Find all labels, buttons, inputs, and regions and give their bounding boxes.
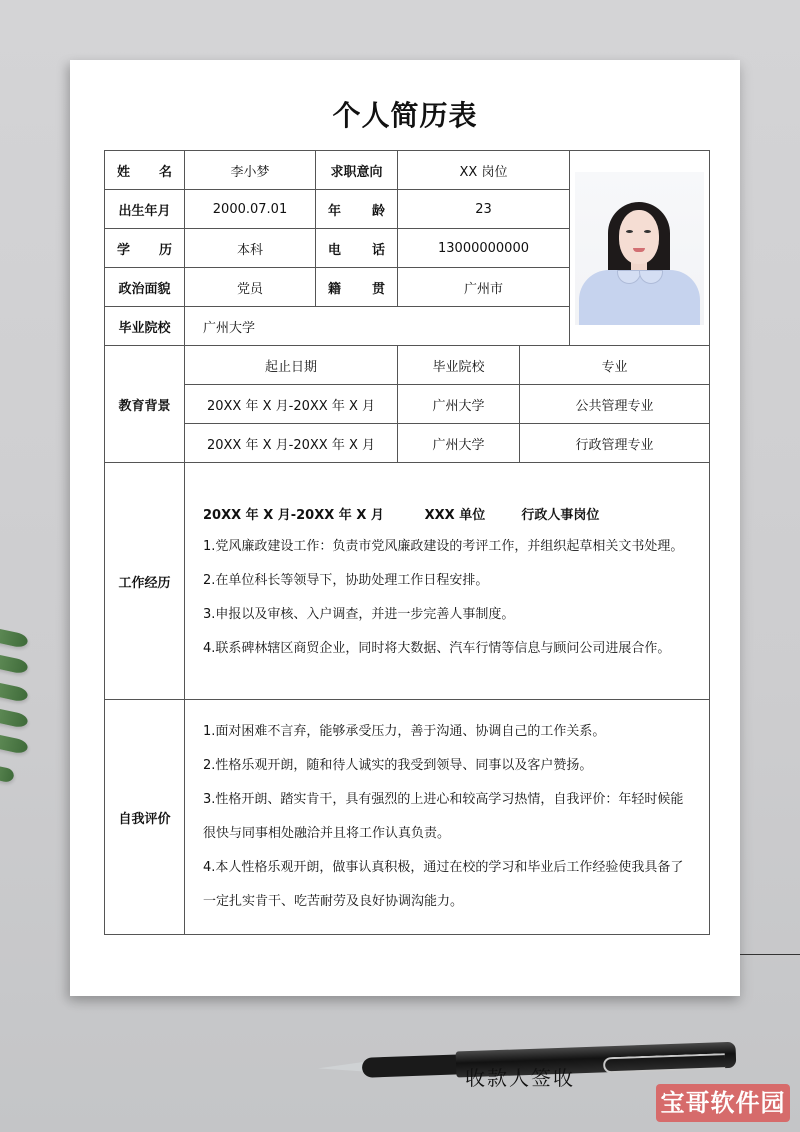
self-eval-row: [105, 700, 710, 935]
self-eval-line: 2.性格乐观开朗，随和待人诚实的我受到领导、同事以及客户赞扬。: [203, 758, 593, 773]
self-eval-content: [185, 700, 710, 935]
resume-paper: [70, 60, 740, 996]
self-eval-line: 4.本人性格乐观开朗，做事认真积极，通过在校的学习和毕业后工作经验使我具备了: [203, 860, 684, 875]
edu-dates: 20XX 年 X 月-20XX 年 X 月: [185, 385, 398, 424]
name-value: 李小梦: [185, 151, 316, 190]
edu-row: [105, 385, 710, 424]
photo-cell: [570, 151, 710, 346]
intent-value: XX 岗位: [398, 151, 570, 190]
political-label: 政治面貌: [105, 268, 185, 307]
school-value: 广州大学: [185, 307, 570, 346]
pen-overlay-text: 收款人签收: [465, 1066, 575, 1090]
pen-clip: [603, 1053, 725, 1073]
work-item: 3.申报以及审核、入户调查，并进一步完善人事制度。: [203, 606, 515, 622]
self-eval-label: 自我评价: [105, 700, 185, 935]
hometown-value: 广州市: [398, 268, 570, 307]
edu-label: 学 历: [105, 229, 185, 268]
work-item: 4.联系碑林辖区商贸企业，同时将大数据、汽车行情等信息与顾问公司进展合作。: [203, 640, 671, 656]
edu-header-school: 毕业院校: [398, 346, 520, 385]
pen-nib: [318, 1062, 366, 1074]
political-value: 党员: [185, 268, 316, 307]
edu-school: 广州大学: [398, 385, 520, 424]
self-eval-line: 一定扎实肯干、吃苦耐劳及良好协调沟能力。: [203, 894, 464, 909]
page-title: 个人简历表: [332, 99, 478, 132]
edu-dates: 20XX 年 X 月-20XX 年 X 月: [185, 424, 398, 463]
edu-header-major: 专业: [520, 346, 710, 385]
pen-grip: [362, 1054, 463, 1077]
self-eval-line: 1.面对困难不言弃，能够承受压力，善于沟通、协调自己的工作关系。: [203, 724, 606, 739]
hometown-label: 籍 贯: [316, 268, 398, 307]
name-label: 姓 名: [105, 151, 185, 190]
edu-value: 本科: [185, 229, 316, 268]
intent-label: 求职意向: [316, 151, 398, 190]
resume-table: [104, 150, 710, 935]
watermark-badge: 宝哥软件园: [656, 1084, 790, 1122]
work-content: [185, 463, 710, 700]
work-label: 工作经历: [105, 463, 185, 700]
phone-value: 13000000000: [398, 229, 570, 268]
school-label: 毕业院校: [105, 307, 185, 346]
edu-major: 公共管理专业: [520, 385, 710, 424]
edu-row: [105, 424, 710, 463]
age-value: 23: [398, 190, 570, 229]
work-item: 2.在单位科长等领导下，协助处理工作日程安排。: [203, 572, 489, 588]
work-header: 20XX 年 X 月-20XX 年 X 月 XXX 单位 行政人事岗位: [203, 507, 600, 523]
row-name: [105, 151, 710, 190]
edu-major: 行政管理专业: [520, 424, 710, 463]
edu-school: 广州大学: [398, 424, 520, 463]
work-item: 1.党风廉政建设工作：负责市党风廉政建设的考评工作，并组织起草相关文书处理。: [203, 538, 684, 554]
portrait-photo: [575, 172, 704, 325]
self-eval-line: 很快与同事相处融洽并且将工作认真负责。: [203, 826, 451, 841]
age-label: 年 龄: [316, 190, 398, 229]
plant-decoration: [0, 610, 40, 810]
work-row: [105, 463, 710, 700]
education-label: 教育背景: [105, 346, 185, 463]
phone-label: 电 话: [316, 229, 398, 268]
birth-value: 2000.07.01: [185, 190, 316, 229]
edu-header-row: [105, 346, 710, 385]
edu-header-dates: 起止日期: [185, 346, 398, 385]
birth-label: 出生年月: [105, 190, 185, 229]
self-eval-line: 3.性格开朗、踏实肯干，具有强烈的上进心和较高学习热情，自我评价：年轻时候能: [203, 792, 684, 807]
divider-line: [740, 954, 800, 955]
